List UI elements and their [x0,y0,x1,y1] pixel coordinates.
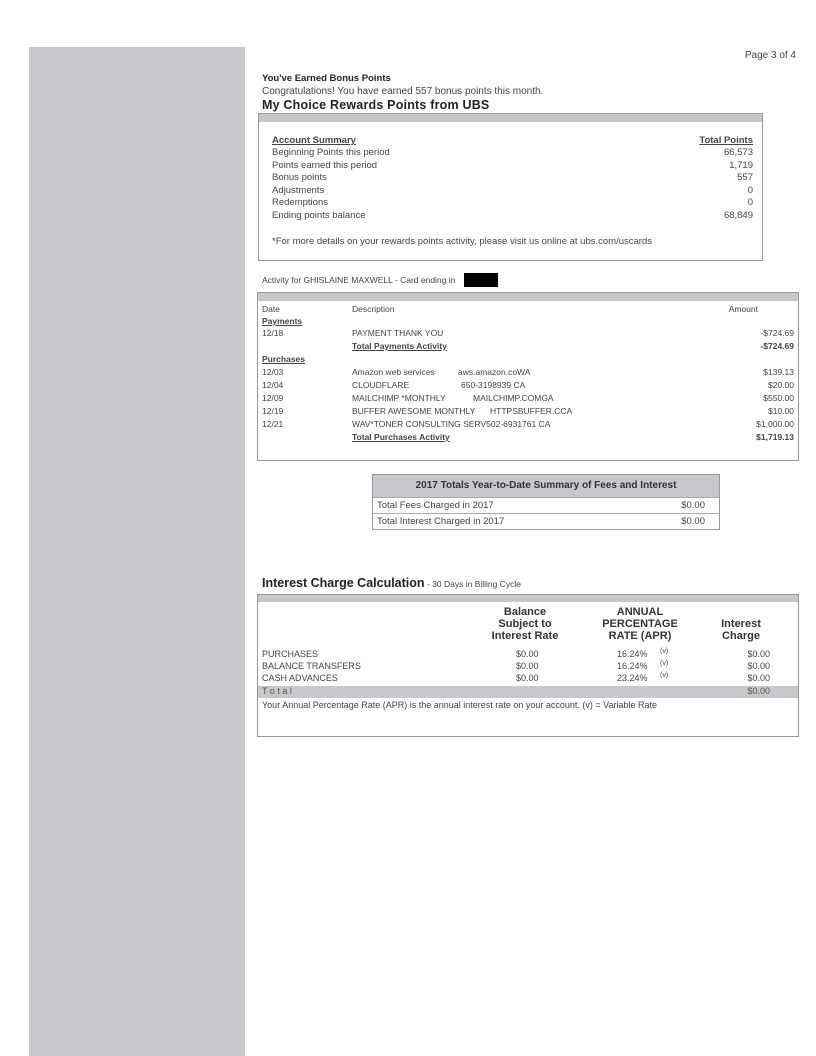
row-description-detail: 650-3198939 CA [461,380,526,390]
apr-note: Your Annual Percentage Rate (APR) is the annual interest rate on your account. (v) = Variable Rate [262,700,657,710]
col-charge-line: Interest [721,618,761,630]
rewards-row [272,210,753,221]
row-amount: $10.00 [768,406,794,416]
row-description: CLOUDFLARE [352,380,410,390]
section-label [262,354,794,366]
interest-total-bar [258,686,798,698]
total-row [262,432,794,444]
rewards-row [272,185,753,196]
row-balance: $0.00 [516,673,539,683]
rewards-row [272,160,753,171]
col-balance-line: Balance [503,606,547,618]
rewards-note: *For more details on your rewards points activity, please visit us online at ubs.com/uscards [272,236,652,247]
row-amount: $139.13 [763,367,794,377]
col-balance-header [470,606,580,642]
rewards-row [272,147,753,158]
rewards-row [272,197,753,208]
row-description-detail: MAILCHIMP.COMGA [473,393,554,403]
row-description: MAILCHIMP *MONTHLY [352,393,446,403]
row-variable-flag: (v) [660,672,669,679]
rewards-row-label: Bonus points [272,172,327,183]
rewards-row-value: 0 [747,184,753,196]
row-amount: -$724.69 [760,328,794,338]
row-charge: $0.00 [747,661,770,671]
row-label: CASH ADVANCES [262,673,338,683]
table-row [262,328,794,340]
table-row [262,380,794,392]
row-label: PURCHASES [262,649,319,659]
row-apr: 16.24% [617,661,648,671]
ytd-title: 2017 Totals Year-to-Date Summary of Fees and Interest [373,475,719,497]
col-balance-line: Interest Rate [491,630,559,642]
table-row [262,649,794,660]
rewards-heading: My Choice Rewards Points from UBS [262,98,490,112]
purchases-total-label: Total Purchases Activity [352,432,450,442]
table-row [262,661,794,672]
row-label: BALANCE TRANSFERS [262,661,361,671]
row-amount: $1,000.00 [756,419,794,429]
ytd-summary-table [372,474,720,530]
row-description: Amazon web services [352,367,435,377]
row-date: 12/18 [262,328,284,338]
row-charge: $0.00 [747,649,770,659]
bonus-text: Congratulations! You have earned 557 bonus points this month. [262,86,544,97]
row-date: 12/21 [262,419,284,429]
ytd-fees-label: Total Fees Charged in 2017 [377,500,494,511]
header-date: Date [262,304,280,314]
col-apr-line: ANNUAL [616,606,664,618]
row-description-detail: aws.amazon.coWA [458,367,531,377]
table-row [262,393,794,405]
row-variable-flag: (v) [660,660,669,667]
ytd-row [373,497,719,513]
activity-header-row [262,304,794,316]
interest-title: Interest Charge Calculation [262,576,425,590]
account-summary-label: Account Summary [272,135,356,146]
ytd-row [373,513,719,529]
row-date: 12/19 [262,406,284,416]
rewards-summary-box [258,113,763,261]
row-amount: $20.00 [768,380,794,390]
row-balance: $0.00 [516,649,539,659]
payments-label: Payments [262,316,303,326]
row-charge: $0.00 [747,673,770,683]
activity-label: Activity for GHISLAINE MAXWELL - Card ending in [262,275,456,285]
interest-header-bar [258,595,798,602]
row-apr: 23.24% [617,673,648,683]
rewards-row-label: Adjustments [272,184,325,196]
rewards-row-label: Beginning Points this period [272,147,390,158]
ytd-interest-value: $0.00 [681,516,705,527]
row-balance: $0.00 [516,661,539,671]
rewards-row-label: Redemptions [272,197,328,208]
activity-table [257,292,799,461]
row-description: WAV*TONER CONSULTING SERV502-6931761 CA [352,419,551,429]
rewards-row-value: 557 [737,172,753,183]
col-balance-line: Subject to [498,618,552,630]
ytd-fees-value: $0.00 [681,500,705,511]
col-charge-header [706,618,776,642]
row-date: 12/03 [262,367,284,377]
interest-table [257,594,799,737]
bonus-title: You've Earned Bonus Points [262,73,391,84]
header-description: Description [352,304,395,314]
total-row [262,341,794,353]
rewards-row-value: 0 [747,197,753,208]
redacted-card-number [464,273,498,287]
header-amount: Amount [728,304,758,314]
purchases-label: Purchases [262,354,305,364]
ytd-interest-label: Total Interest Charged in 2017 [377,516,505,527]
left-sidebar-panel [29,47,245,1056]
col-apr-line: RATE (APR) [608,630,672,642]
rewards-row [272,172,753,183]
row-amount: $550.00 [763,393,794,403]
rewards-header-row [272,135,753,146]
page-number: Page 3 of 4 [744,50,796,61]
table-row [262,367,794,379]
row-date: 12/09 [262,393,284,403]
interest-total-value: $0.00 [747,686,770,696]
payments-total-value: -$724.69 [760,341,794,351]
col-charge-line: Charge [722,630,760,642]
row-variable-flag: (v) [660,648,669,655]
rewards-row-value: 68,849 [723,209,753,221]
table-row [262,419,794,431]
col-apr-header [580,606,700,642]
interest-total-label: T o t a l [262,686,292,696]
row-description: PAYMENT THANK YOU [352,328,444,338]
interest-subtitle: - 30 Days in Billing Cycle [427,579,522,589]
table-row [262,406,794,418]
rewards-row-value: 1,719 [729,159,753,171]
total-points-label: Total Points [699,135,753,146]
rewards-header-bar [259,114,762,122]
rewards-row-label: Ending points balance [272,209,366,221]
purchases-total-value: $1,719.13 [756,432,794,442]
col-apr-line: PERCENTAGE [602,618,678,630]
table-row [262,673,794,684]
payments-total-label: Total Payments Activity [352,341,447,351]
rewards-row-value: 66,573 [723,147,753,158]
row-description: BUFFER AWESOME MONTHLY [352,406,476,416]
row-apr: 16.24% [617,649,648,659]
activity-header-bar [258,293,798,301]
row-date: 12/04 [262,380,284,390]
section-label [262,316,794,328]
rewards-row-label: Points earned this period [272,159,378,171]
row-description-detail: HTTPSBUFFER.CCA [490,406,573,416]
